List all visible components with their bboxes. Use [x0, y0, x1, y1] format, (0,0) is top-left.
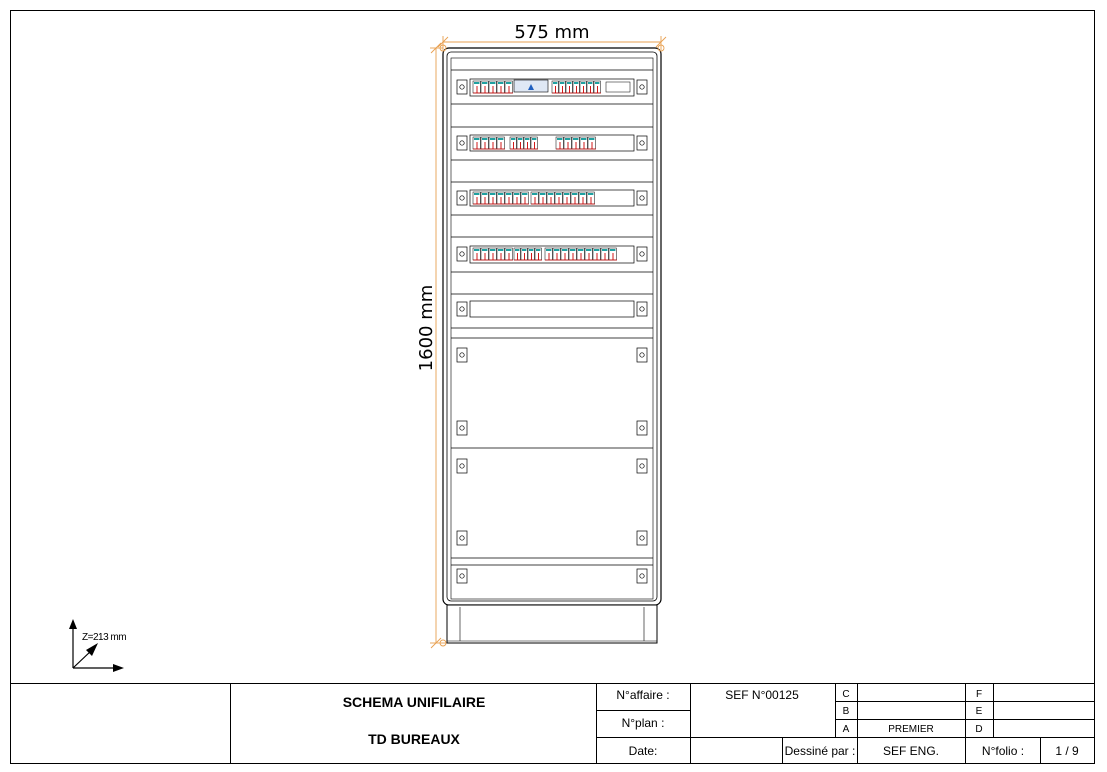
- breaker-terminal: [532, 138, 536, 140]
- breaker-terminal: [474, 138, 479, 140]
- breaker-terminal: [498, 193, 503, 195]
- breaker-terminal: [511, 138, 515, 140]
- date-label: Date:: [628, 744, 658, 758]
- z-height-label: Z=213 mm: [82, 632, 127, 643]
- cabinet-frame: [443, 48, 661, 605]
- breaker-terminal: [474, 249, 479, 251]
- breaker-terminal: [515, 249, 519, 251]
- meter-module: [606, 82, 630, 92]
- width-dimension: [438, 22, 666, 51]
- breaker-terminal: [588, 82, 592, 84]
- breaker-terminal: [588, 193, 593, 195]
- breaker-terminal: [474, 193, 479, 195]
- electrical-cabinet: [443, 48, 661, 643]
- drawing-title: SCHEMA UNIFILAIRE: [342, 694, 486, 710]
- breaker-terminal: [572, 193, 577, 195]
- breaker-terminal: [567, 82, 571, 84]
- revision-letter: D: [975, 724, 983, 735]
- breaker-terminal: [506, 82, 511, 84]
- breaker-terminal: [490, 138, 495, 140]
- breaker-terminal: [586, 249, 591, 251]
- revision-letter: B: [842, 706, 850, 717]
- breaker-terminal: [564, 193, 569, 195]
- breaker-terminal: [565, 138, 570, 140]
- breaker-terminal: [581, 138, 586, 140]
- breaker-terminal: [482, 82, 487, 84]
- breaker-terminal: [482, 249, 487, 251]
- revision-letter: E: [975, 706, 983, 717]
- breaker-terminal: [594, 249, 599, 251]
- breaker-terminal: [581, 82, 585, 84]
- breaker-terminal: [525, 138, 529, 140]
- breaker-terminal: [573, 138, 578, 140]
- breaker-terminal: [532, 193, 537, 195]
- breaker-terminal: [522, 193, 527, 195]
- breaker-terminal: [554, 249, 559, 251]
- breaker-terminal: [602, 249, 607, 251]
- drawn-by-value: SEF ENG.: [882, 744, 940, 758]
- title-block: [11, 684, 1095, 764]
- breaker-terminal: [562, 249, 567, 251]
- axis-arrow-right-icon: [113, 664, 124, 672]
- revision-letter: A: [842, 724, 850, 735]
- breaker-terminal: [610, 249, 615, 251]
- breaker-terminal: [514, 193, 519, 195]
- breaker-terminal: [589, 138, 594, 140]
- breaker-terminal: [536, 249, 540, 251]
- breaker-terminal: [498, 82, 503, 84]
- breaker-terminal: [506, 193, 511, 195]
- breaker-terminal: [574, 82, 578, 84]
- breaker-terminal: [540, 193, 545, 195]
- breaker-terminal: [482, 193, 487, 195]
- breaker-terminal: [522, 249, 526, 251]
- breaker-terminal: [548, 193, 553, 195]
- breaker-terminal: [580, 193, 585, 195]
- plan-label: N°plan :: [621, 716, 665, 730]
- drawing-subtitle: TD BUREAUX: [368, 731, 460, 747]
- breaker-terminal: [570, 249, 575, 251]
- breaker-terminal: [553, 82, 557, 84]
- revision-letter: C: [842, 689, 850, 700]
- revision-letter: F: [975, 689, 983, 700]
- folio-label: N°folio :: [981, 744, 1025, 758]
- height-dimension-label: 1600 mm: [416, 284, 437, 372]
- breaker-terminal: [506, 249, 511, 251]
- breaker-terminal: [490, 82, 495, 84]
- breaker-terminal: [490, 193, 495, 195]
- revision-value: PREMIER: [888, 724, 934, 735]
- affaire-label: N°affaire :: [616, 688, 670, 702]
- axis-indicator: [69, 619, 126, 672]
- breaker-terminal: [556, 193, 561, 195]
- affaire-value: SEF N°00125: [725, 688, 799, 702]
- width-dimension-label: 575 mm: [514, 22, 590, 43]
- breaker-terminal: [578, 249, 583, 251]
- breaker-terminal: [490, 249, 495, 251]
- breaker-terminal: [498, 138, 503, 140]
- breaker-terminal: [557, 138, 562, 140]
- breaker-terminal: [518, 138, 522, 140]
- cabinet-plinth: [447, 605, 657, 643]
- breaker-terminal: [546, 249, 551, 251]
- axis-arrow-up-icon: [69, 619, 77, 629]
- folio-value: 1 / 9: [1055, 744, 1079, 758]
- breaker-terminal: [474, 82, 479, 84]
- breaker-terminal: [498, 249, 503, 251]
- height-dimension: [416, 43, 446, 648]
- breaker-terminal: [595, 82, 599, 84]
- breaker-terminal: [560, 82, 564, 84]
- breaker-terminal: [529, 249, 533, 251]
- breaker-terminal: [482, 138, 487, 140]
- drawn-by-label: Dessiné par :: [784, 744, 856, 758]
